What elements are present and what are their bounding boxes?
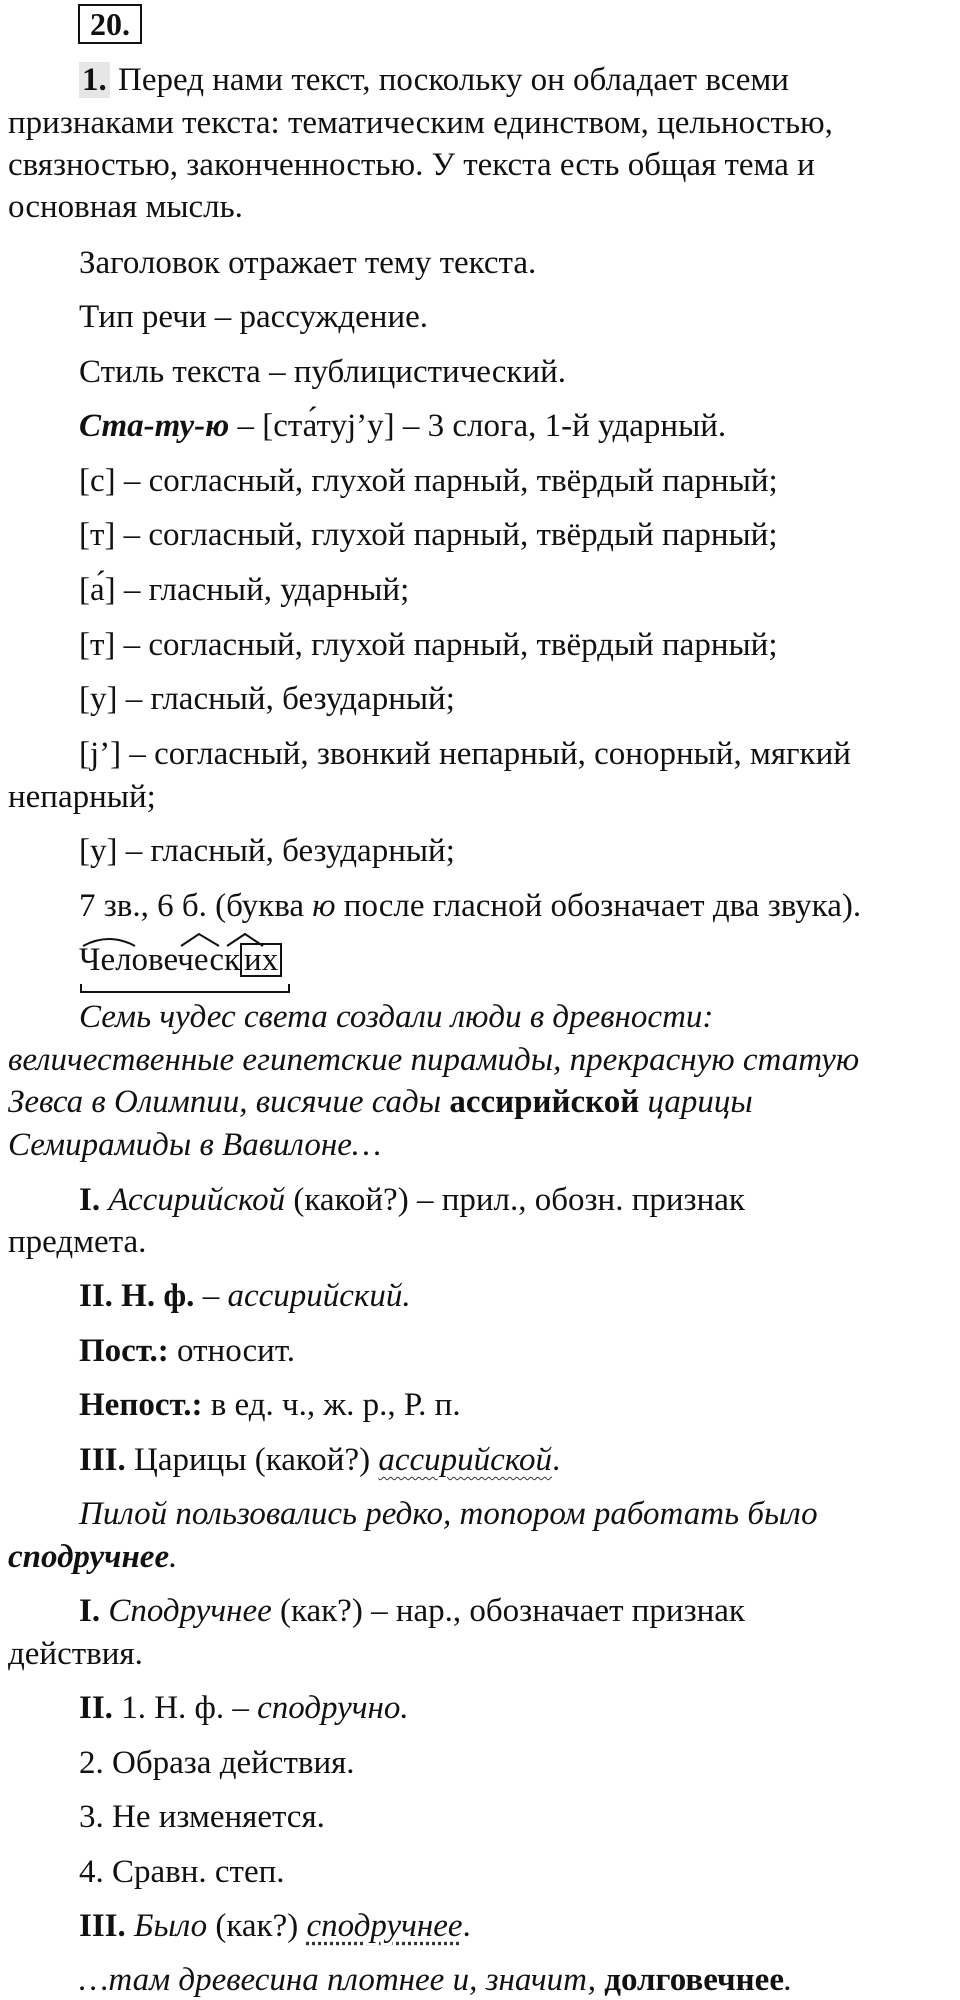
sentence2-line1: Пилой пользовались редко, топором работать было — [79, 1496, 818, 1532]
sound-line-5: [у] – гласный, безударный; — [79, 681, 455, 717]
analysis1-post: Пост.: относит. — [79, 1333, 296, 1369]
sound-line-2: [т] – согласный, глухой парный, твёрдый парный; — [79, 517, 778, 553]
speech-type-line: Тип речи – рассуждение. — [79, 299, 429, 335]
item-number: 1. — [79, 62, 110, 98]
style-line: Стиль текста – публицистический. — [79, 354, 567, 390]
sound-line-4: [т] – согласный, глухой парный, твёрдый парный; — [79, 627, 778, 663]
analysis2-i: I. Сподручнее (как?) – нар., обозначает признак — [79, 1593, 745, 1629]
highlight-word: ассирийской — [449, 1084, 640, 1120]
morpheme-ending: их — [240, 943, 282, 977]
morpheme-analysis — [79, 940, 282, 980]
highlight-word: долговечнее — [604, 1962, 784, 1998]
sentence1-line1: Семь чудес света создали люди в древности: — [79, 999, 714, 1035]
morpheme-stem: Человеческ — [79, 942, 241, 978]
para1-line3: связностью, законченностью. У текста есть общая тема и — [8, 147, 815, 183]
analysis2-ii: II. 1. Н. ф. – сподручно. — [79, 1690, 409, 1726]
sound-line-3: [а́] – гласный, ударный; — [79, 572, 410, 608]
highlight-word: сподручнее — [8, 1539, 170, 1575]
phonetic-summary: 7 зв., 6 б. (буква ю после гласной обозначает два звука). — [79, 888, 862, 924]
sound-line-1: [с] – согласный, глухой парный, твёрдый парный; — [79, 463, 778, 499]
wavy-underlined-word: ассирийской — [378, 1442, 552, 1478]
sound-line-7: [у] – гласный, безударный; — [79, 833, 455, 869]
analysis1-i: I. Ассирийской (какой?) – прил., обозн. признак — [79, 1182, 745, 1218]
analysis2-p4: 4. Сравн. степ. — [79, 1854, 285, 1890]
analysis1-iii: III. Царицы (какой?) ассирийской. — [79, 1442, 561, 1478]
phonetic-header: Ста-ту-ю – [ста́туj’у] – 3 слога, 1-й ударный. — [79, 408, 727, 444]
task-number-badge: 20. — [78, 4, 142, 44]
sentence1-line3: Зевса в Олимпии, висячие сады ассирийской царицы — [8, 1084, 753, 1120]
dotted-underlined-word: сподручнее — [306, 1908, 463, 1944]
sound-line-6: [j’] – согласный, звонкий непарный, сонорный, мягкий — [79, 736, 851, 772]
analysis2-p3: 3. Не изменяется. — [79, 1799, 325, 1835]
sentence2-line2: сподручнее. — [8, 1539, 178, 1575]
para1-line2: признаками текста: тематическим единством, цельностью, — [8, 105, 833, 141]
phonetic-word: Ста-ту-ю — [79, 408, 230, 444]
analysis1-ii: II. Н. ф. – ассирийский. — [79, 1278, 411, 1314]
sentence3-line: …там древесина плотнее и, значит, долговечнее. — [79, 1962, 793, 1998]
analysis2-iii: III. Было (как?) сподручнее. — [79, 1908, 471, 1944]
sentence1-line4: Семирамиды в Вавилоне… — [8, 1127, 382, 1163]
para1-line4: основная мысль. — [8, 189, 243, 225]
sound-line-6-cont: непарный; — [8, 779, 156, 815]
title-line: Заголовок отражает тему текста. — [79, 245, 537, 281]
analysis2-i-cont: действия. — [8, 1636, 143, 1672]
para1-line1: 1. Перед нами текст, поскольку он обладает всеми — [79, 60, 789, 100]
morpheme-word — [79, 940, 282, 980]
analysis1-nepost: Непост.: в ед. ч., ж. р., Р. п. — [79, 1387, 461, 1423]
stem-bracket — [81, 984, 289, 992]
analysis2-p2: 2. Образа действия. — [79, 1745, 355, 1781]
sentence1-line2: величественные египетские пирамиды, прекрасную статую — [8, 1042, 860, 1078]
analysis1-i-cont: предмета. — [8, 1224, 147, 1260]
